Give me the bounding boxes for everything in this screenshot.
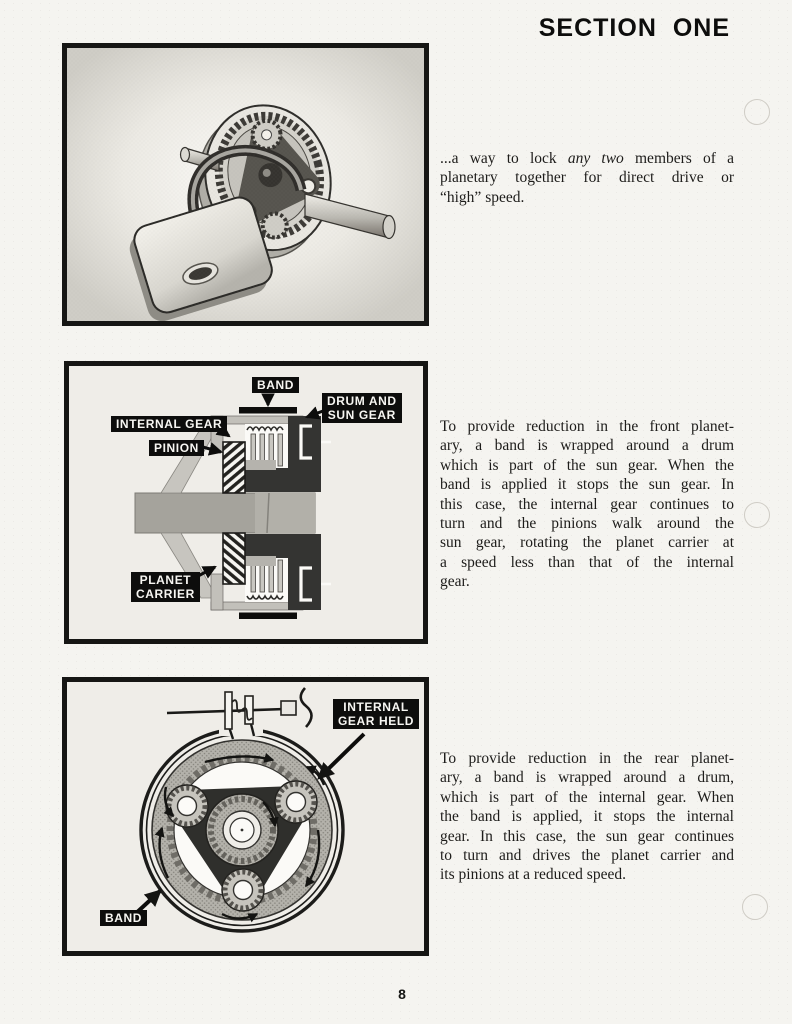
figure-padlock-planetary: [62, 43, 429, 326]
caption-line: gear.: [440, 573, 470, 591]
pinion-label: PINION: [149, 440, 204, 456]
band-label: BAND: [252, 377, 299, 393]
caption-line: To provide reduction in the rear planet-: [440, 750, 734, 767]
band-label: BAND: [100, 910, 147, 926]
sun-gear: [206, 794, 278, 866]
caption-line: sun gear, rotating the planet carrier at: [440, 534, 734, 552]
adjuster-nut: [281, 701, 296, 715]
caption-line: the band is applied, it stops the internal: [440, 808, 734, 826]
caption-line: To provide reduction in the front planet-: [440, 418, 734, 435]
caption-line: a speed less than that of the internal: [440, 553, 734, 571]
punch-hole: [742, 894, 768, 920]
caption-line: band is applied it stops the sun gear. In: [440, 476, 734, 494]
pinion-gear: [223, 442, 245, 493]
caption-rear-planetary: [440, 749, 734, 885]
section-heading: SECTION ONE: [538, 14, 730, 42]
internal-gear-label: INTERNAL GEAR: [111, 416, 227, 432]
caption-line: planetary together for direct drive or: [440, 169, 734, 187]
planet-gear: [166, 785, 208, 827]
caption-line: which is part of the sun gear. When the: [440, 456, 734, 474]
caption-front-planetary: [440, 417, 734, 592]
planet-carrier-label: PLANET CARRIER: [131, 572, 200, 602]
caption-line: “high” speed.: [440, 188, 525, 206]
figure-rear-planetary: [62, 677, 429, 956]
punch-hole: [744, 99, 770, 125]
figure-front-planetary-section: [64, 361, 428, 644]
caption-line: ary, a band is wrapped around a drum,: [440, 769, 734, 787]
anchor-plate: [225, 692, 232, 729]
punch-hole: [744, 502, 770, 528]
caption-direct-drive: [440, 149, 734, 207]
page-number: 8: [398, 986, 406, 1002]
caption-line: gear. In this case, the sun gear continues: [440, 827, 734, 845]
caption-line: turn and the pinions walk around the: [440, 515, 734, 533]
caption-line: ...a way to lock any two members of a: [440, 150, 734, 167]
caption-line: ary, a band is wrapped around a drum: [440, 437, 734, 455]
planet-gear: [222, 869, 264, 911]
caption-line: its pinions at a reduced speed.: [440, 866, 626, 884]
italic-phrase: any two: [567, 150, 624, 167]
caption-line: to turn and drives the planet carrier and: [440, 847, 734, 865]
padlock-illustration: [67, 48, 424, 321]
input-shaft: [135, 493, 315, 533]
internal-gear-held-label: INTERNAL GEAR HELD: [333, 699, 419, 729]
planet-gear: [275, 781, 317, 823]
drum-sun-gear-label: DRUM AND SUN GEAR: [322, 393, 402, 423]
caption-line: this case, the internal gear continues to: [440, 495, 734, 513]
band: [239, 407, 297, 414]
caption-line: which is part of the internal gear. When: [440, 788, 734, 806]
